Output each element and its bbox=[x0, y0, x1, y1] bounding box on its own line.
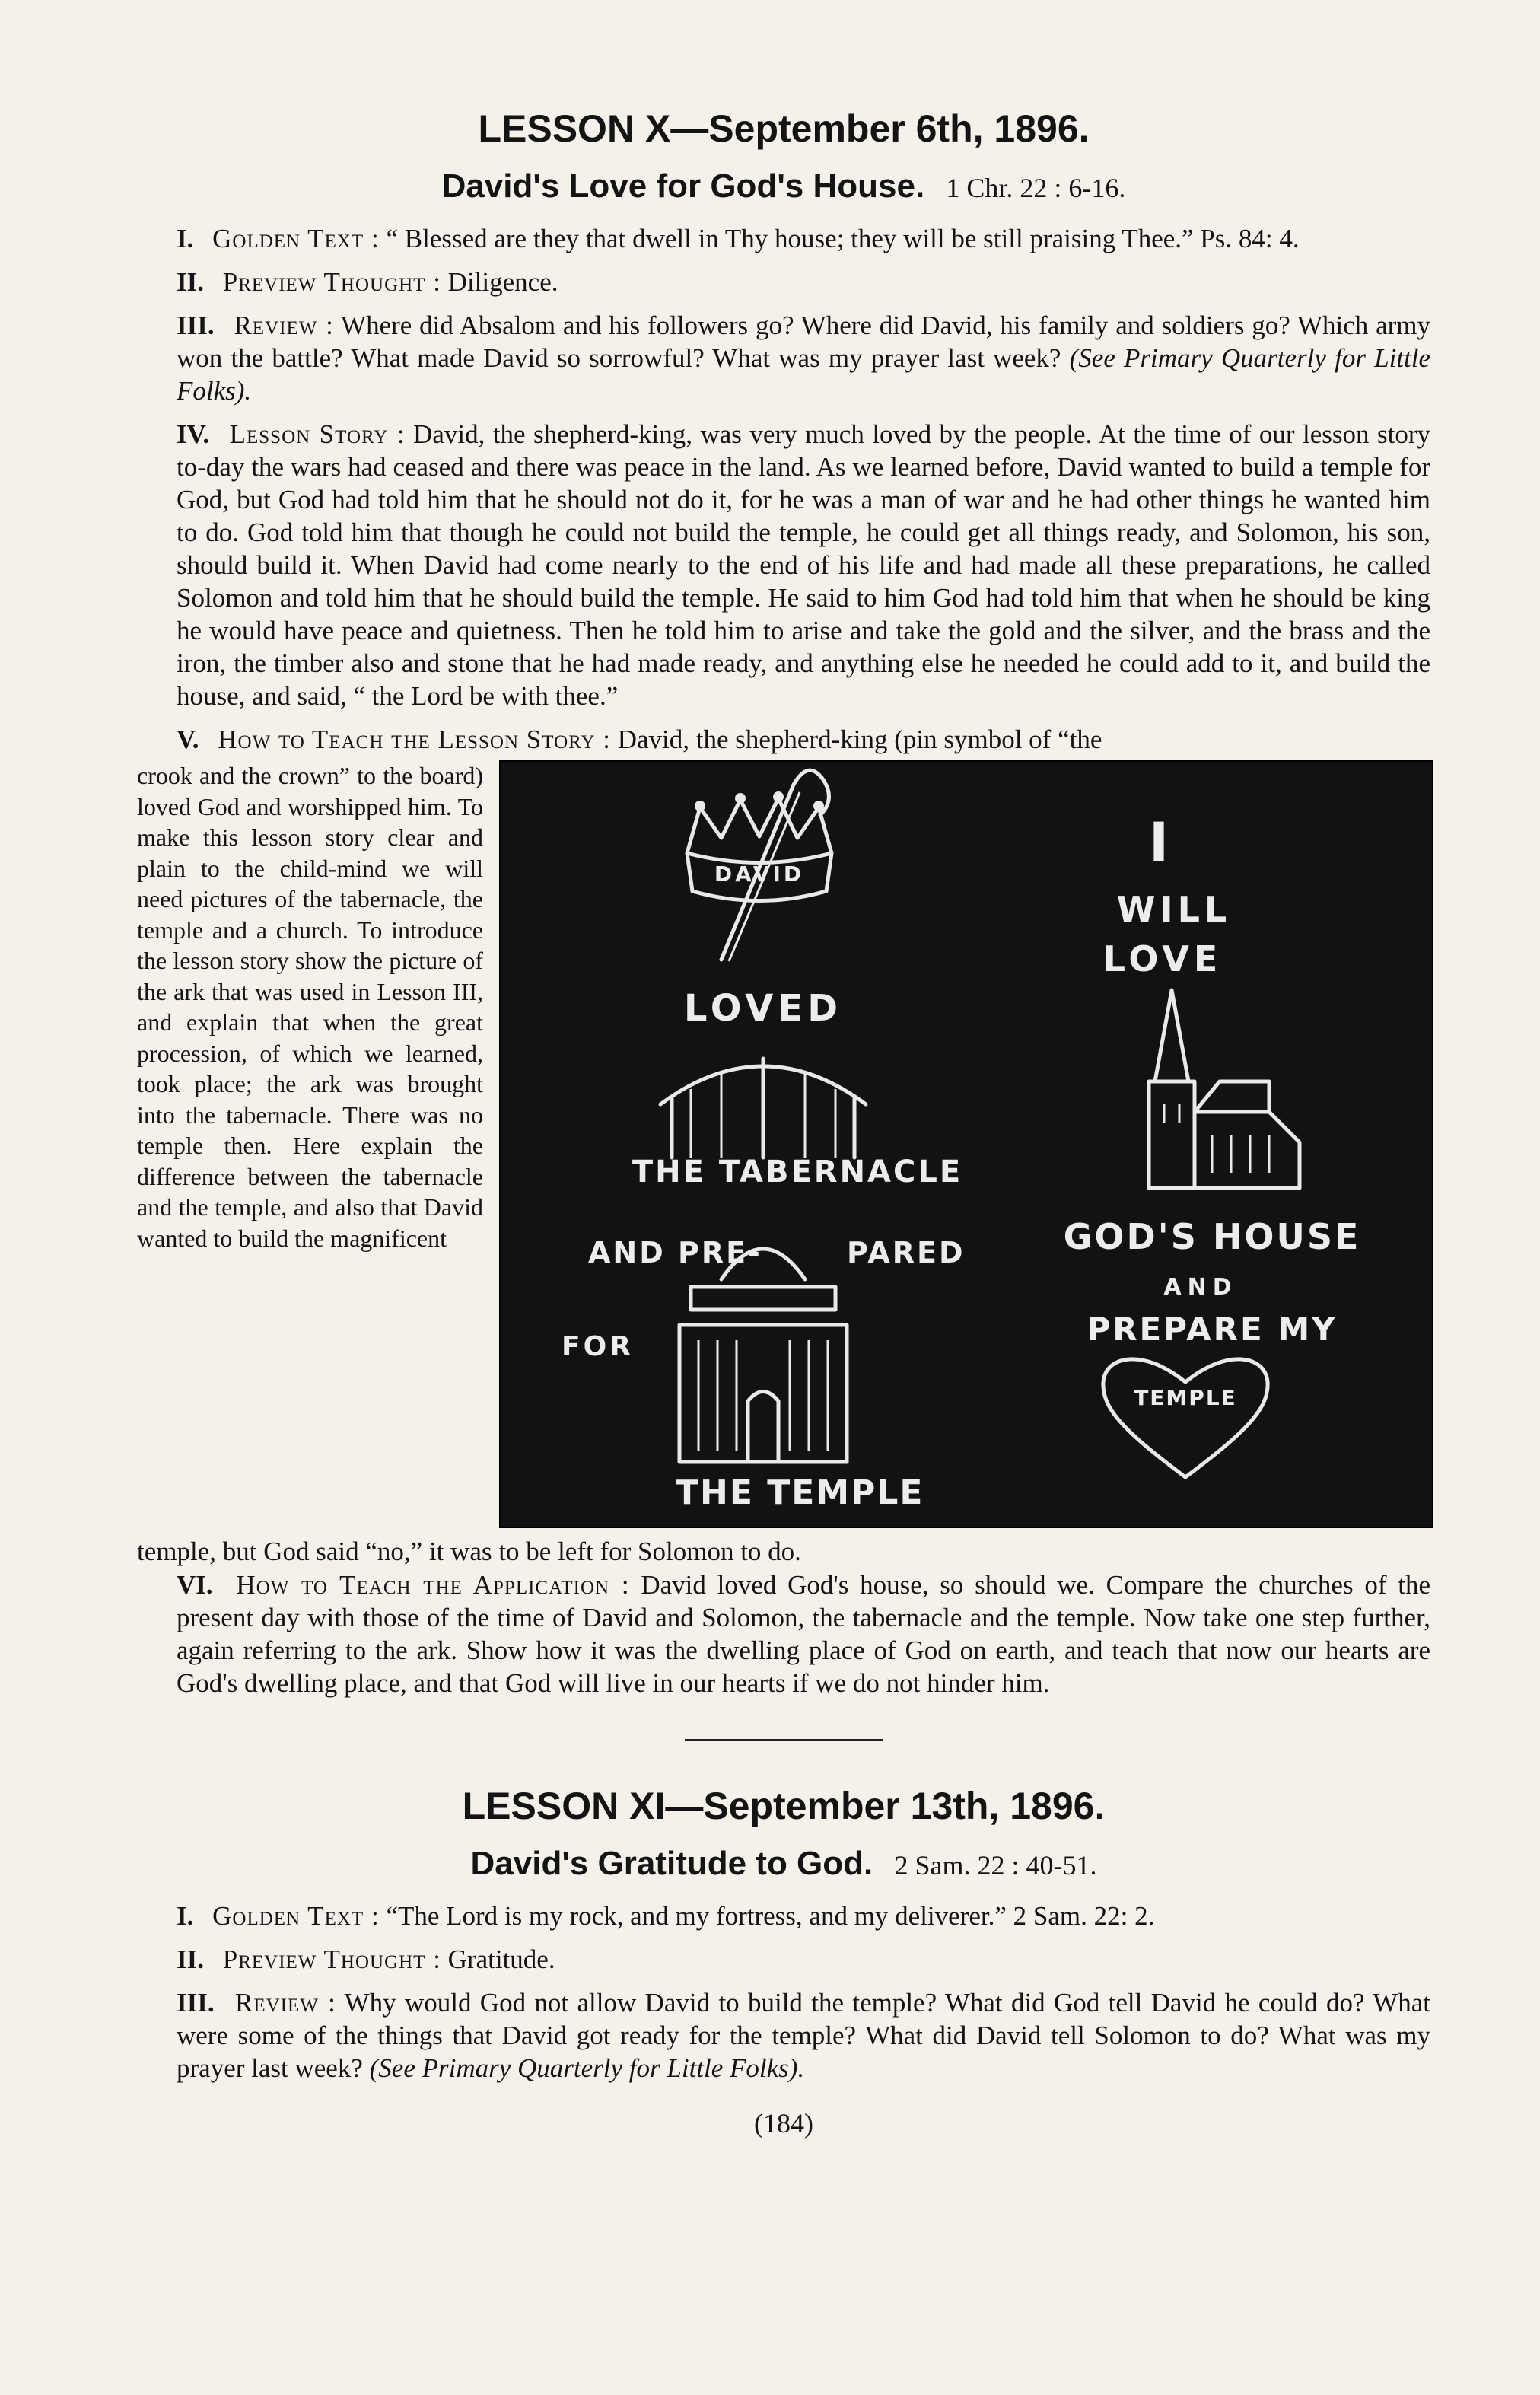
board-and: AND bbox=[1163, 1274, 1238, 1301]
heart-temple-label: TEMPLE bbox=[1134, 1385, 1237, 1410]
board-prepare-my: PREPARE MY bbox=[1087, 1311, 1338, 1348]
teach-story-block bbox=[137, 760, 1430, 1566]
section-numeral: II. bbox=[177, 1944, 204, 1974]
board-for: FOR bbox=[562, 1331, 634, 1362]
teach-story-intro-text: David, the shepherd-king (pin symbol of “the bbox=[617, 725, 1102, 754]
review-paragraph bbox=[137, 1986, 1430, 2084]
review-text: Where did Absalom and his followers go? Where did David, his family and soldiers go? Which army won the battle? What made David so sorrowful? What was my prayer last week? bbox=[177, 311, 1431, 373]
chalkboard-drawing bbox=[501, 762, 1432, 1527]
preview-thought: Gratitude. bbox=[447, 1944, 555, 1974]
preview-thought-paragraph bbox=[137, 1943, 1430, 1976]
section-numeral: I. bbox=[177, 224, 194, 253]
crown-label: DAVID bbox=[714, 861, 805, 887]
application-text: David loved God's house, so should we. Compare the churches of the present day with those of the time of David and Solomon, the tabernacle and the temple. Now take one step further, again referring to the ark. Show how it was the dwelling place of God on earth, and teach that now our hearts are God's dwelling place, and that God will live in our hearts if we do not hinder him. bbox=[177, 1570, 1431, 1698]
page bbox=[137, 107, 1430, 2139]
lesson-11-heading: LESSON XI—September 13th, 1896. bbox=[462, 1785, 1106, 1827]
section-numeral: III. bbox=[177, 1988, 215, 2018]
application-paragraph bbox=[137, 1569, 1430, 1699]
board-pared: PARED bbox=[847, 1236, 966, 1269]
lesson-11-reference: 2 Sam. 22 : 40-51. bbox=[894, 1850, 1097, 1881]
section-label: How to Teach the Application : bbox=[236, 1570, 630, 1600]
teach-story-column: crook and the crown” to the board) loved God and worshipped him. To make this lesson story clear and plain to the child-mind we will need pictures of the tabernacle, the temple and a church. To introduce the lesson story show the picture of the ark that was used in Lesson III, and explain that when the great procession, of which we learned, took place; the ark was brought into the tabernacle. There was no temple then. Here explain the difference between the tabernacle and the temple, and also that David wanted to build the magnificent bbox=[137, 762, 483, 1252]
board-and-pre: AND PRE- bbox=[588, 1236, 762, 1269]
lesson-story-paragraph bbox=[137, 418, 1430, 712]
board-will: WILL bbox=[1116, 889, 1232, 930]
section-label: Golden Text : bbox=[212, 224, 380, 253]
section-label: Review : bbox=[234, 311, 334, 340]
section-label: How to Teach the Lesson Story : bbox=[218, 725, 611, 754]
section-numeral: IV. bbox=[177, 419, 210, 449]
board-gods-house: GOD'S HOUSE bbox=[1063, 1216, 1361, 1257]
preview-thought: Diligence. bbox=[447, 267, 558, 297]
temple-icon bbox=[679, 1249, 847, 1462]
review-paragraph bbox=[137, 309, 1430, 407]
review-text: Why would God not allow David to build the temple? What did God tell David he could do? What were some of the things that David got ready for the temple? What did David tell Solomon to do? What was my prayer last week? bbox=[177, 1988, 1430, 2083]
chalkboard-illustration bbox=[499, 760, 1433, 1528]
golden-text: “ Blessed are they that dwell in Thy house; they will be still praising Thee.” Ps. 84: 4. bbox=[386, 224, 1300, 253]
teach-story-tail: temple, but God said “no,” it was to be left for Solomon to do. bbox=[137, 1537, 801, 1566]
golden-text: “The Lord is my rock, and my fortress, and my deliverer.” 2 Sam. 22: 2. bbox=[386, 1901, 1155, 1931]
heart-icon bbox=[1103, 1359, 1268, 1477]
board-i: I bbox=[1148, 811, 1169, 874]
lesson-10-title-text: David's Love for God's House. bbox=[441, 167, 925, 205]
board-the-temple: THE TEMPLE bbox=[676, 1473, 924, 1512]
section-numeral: VI. bbox=[177, 1570, 213, 1600]
lesson-11-title-text: David's Gratitude to God. bbox=[470, 1845, 873, 1882]
lesson-story-text: David, the shepherd-king, was very much loved by the people. At the time of our lesson story to-day the wars had ceased and there was peace in the land. As we learned before, David wanted to build a temple for God, but God had told him that he should not do it, for he was a man of war and he had other things he wanted him to do. God told him that though he could not build the temple, he could get all things ready, and Solomon, his son, should build it. When David had come nearly to the end of his life and had made all these preparations, he called Solomon and told him that he should build the temple. He said to him God had told him that when he should be king he would have peace and quietness. Then he told him to arise and take the gold and the silver, and the brass and the iron, the timber also and stone that he had made ready, and anything else he needed he could add to it, and build the house, and said, “ the Lord be with thee.” bbox=[177, 419, 1431, 711]
section-label: Lesson Story : bbox=[229, 419, 406, 449]
teach-story-intro bbox=[137, 723, 1430, 756]
board-love: LOVE bbox=[1102, 938, 1223, 979]
lesson-10-reference: 1 Chr. 22 : 6-16. bbox=[946, 173, 1126, 203]
lesson-10-title bbox=[137, 167, 1430, 205]
review-citation: (See Primary Quarterly for Little Folks). bbox=[177, 343, 1431, 406]
section-divider bbox=[685, 1739, 883, 1741]
review-citation: (See Primary Quarterly for Little Folks). bbox=[369, 2053, 805, 2083]
golden-text-paragraph bbox=[137, 222, 1430, 255]
section-numeral: II. bbox=[177, 267, 204, 297]
section-numeral: I. bbox=[177, 1901, 194, 1931]
lesson-11-title bbox=[137, 1845, 1430, 1883]
board-tabernacle: THE TABERNACLE bbox=[632, 1155, 963, 1190]
lesson-10-heading: LESSON X—September 6th, 1896. bbox=[478, 107, 1090, 150]
golden-text-paragraph bbox=[137, 1900, 1430, 1932]
section-label: Preview Thought : bbox=[222, 267, 441, 297]
section-label: Review : bbox=[234, 1988, 336, 2018]
section-label: Preview Thought : bbox=[222, 1944, 441, 1974]
page-number: (184) bbox=[754, 2108, 813, 2139]
section-numeral: III. bbox=[177, 311, 215, 340]
section-numeral: V. bbox=[177, 725, 199, 754]
church-icon bbox=[1149, 990, 1300, 1188]
board-loved: LOVED bbox=[683, 987, 843, 1030]
section-label: Golden Text : bbox=[212, 1901, 380, 1931]
preview-thought-paragraph bbox=[137, 266, 1430, 298]
tabernacle-icon bbox=[660, 1059, 866, 1158]
